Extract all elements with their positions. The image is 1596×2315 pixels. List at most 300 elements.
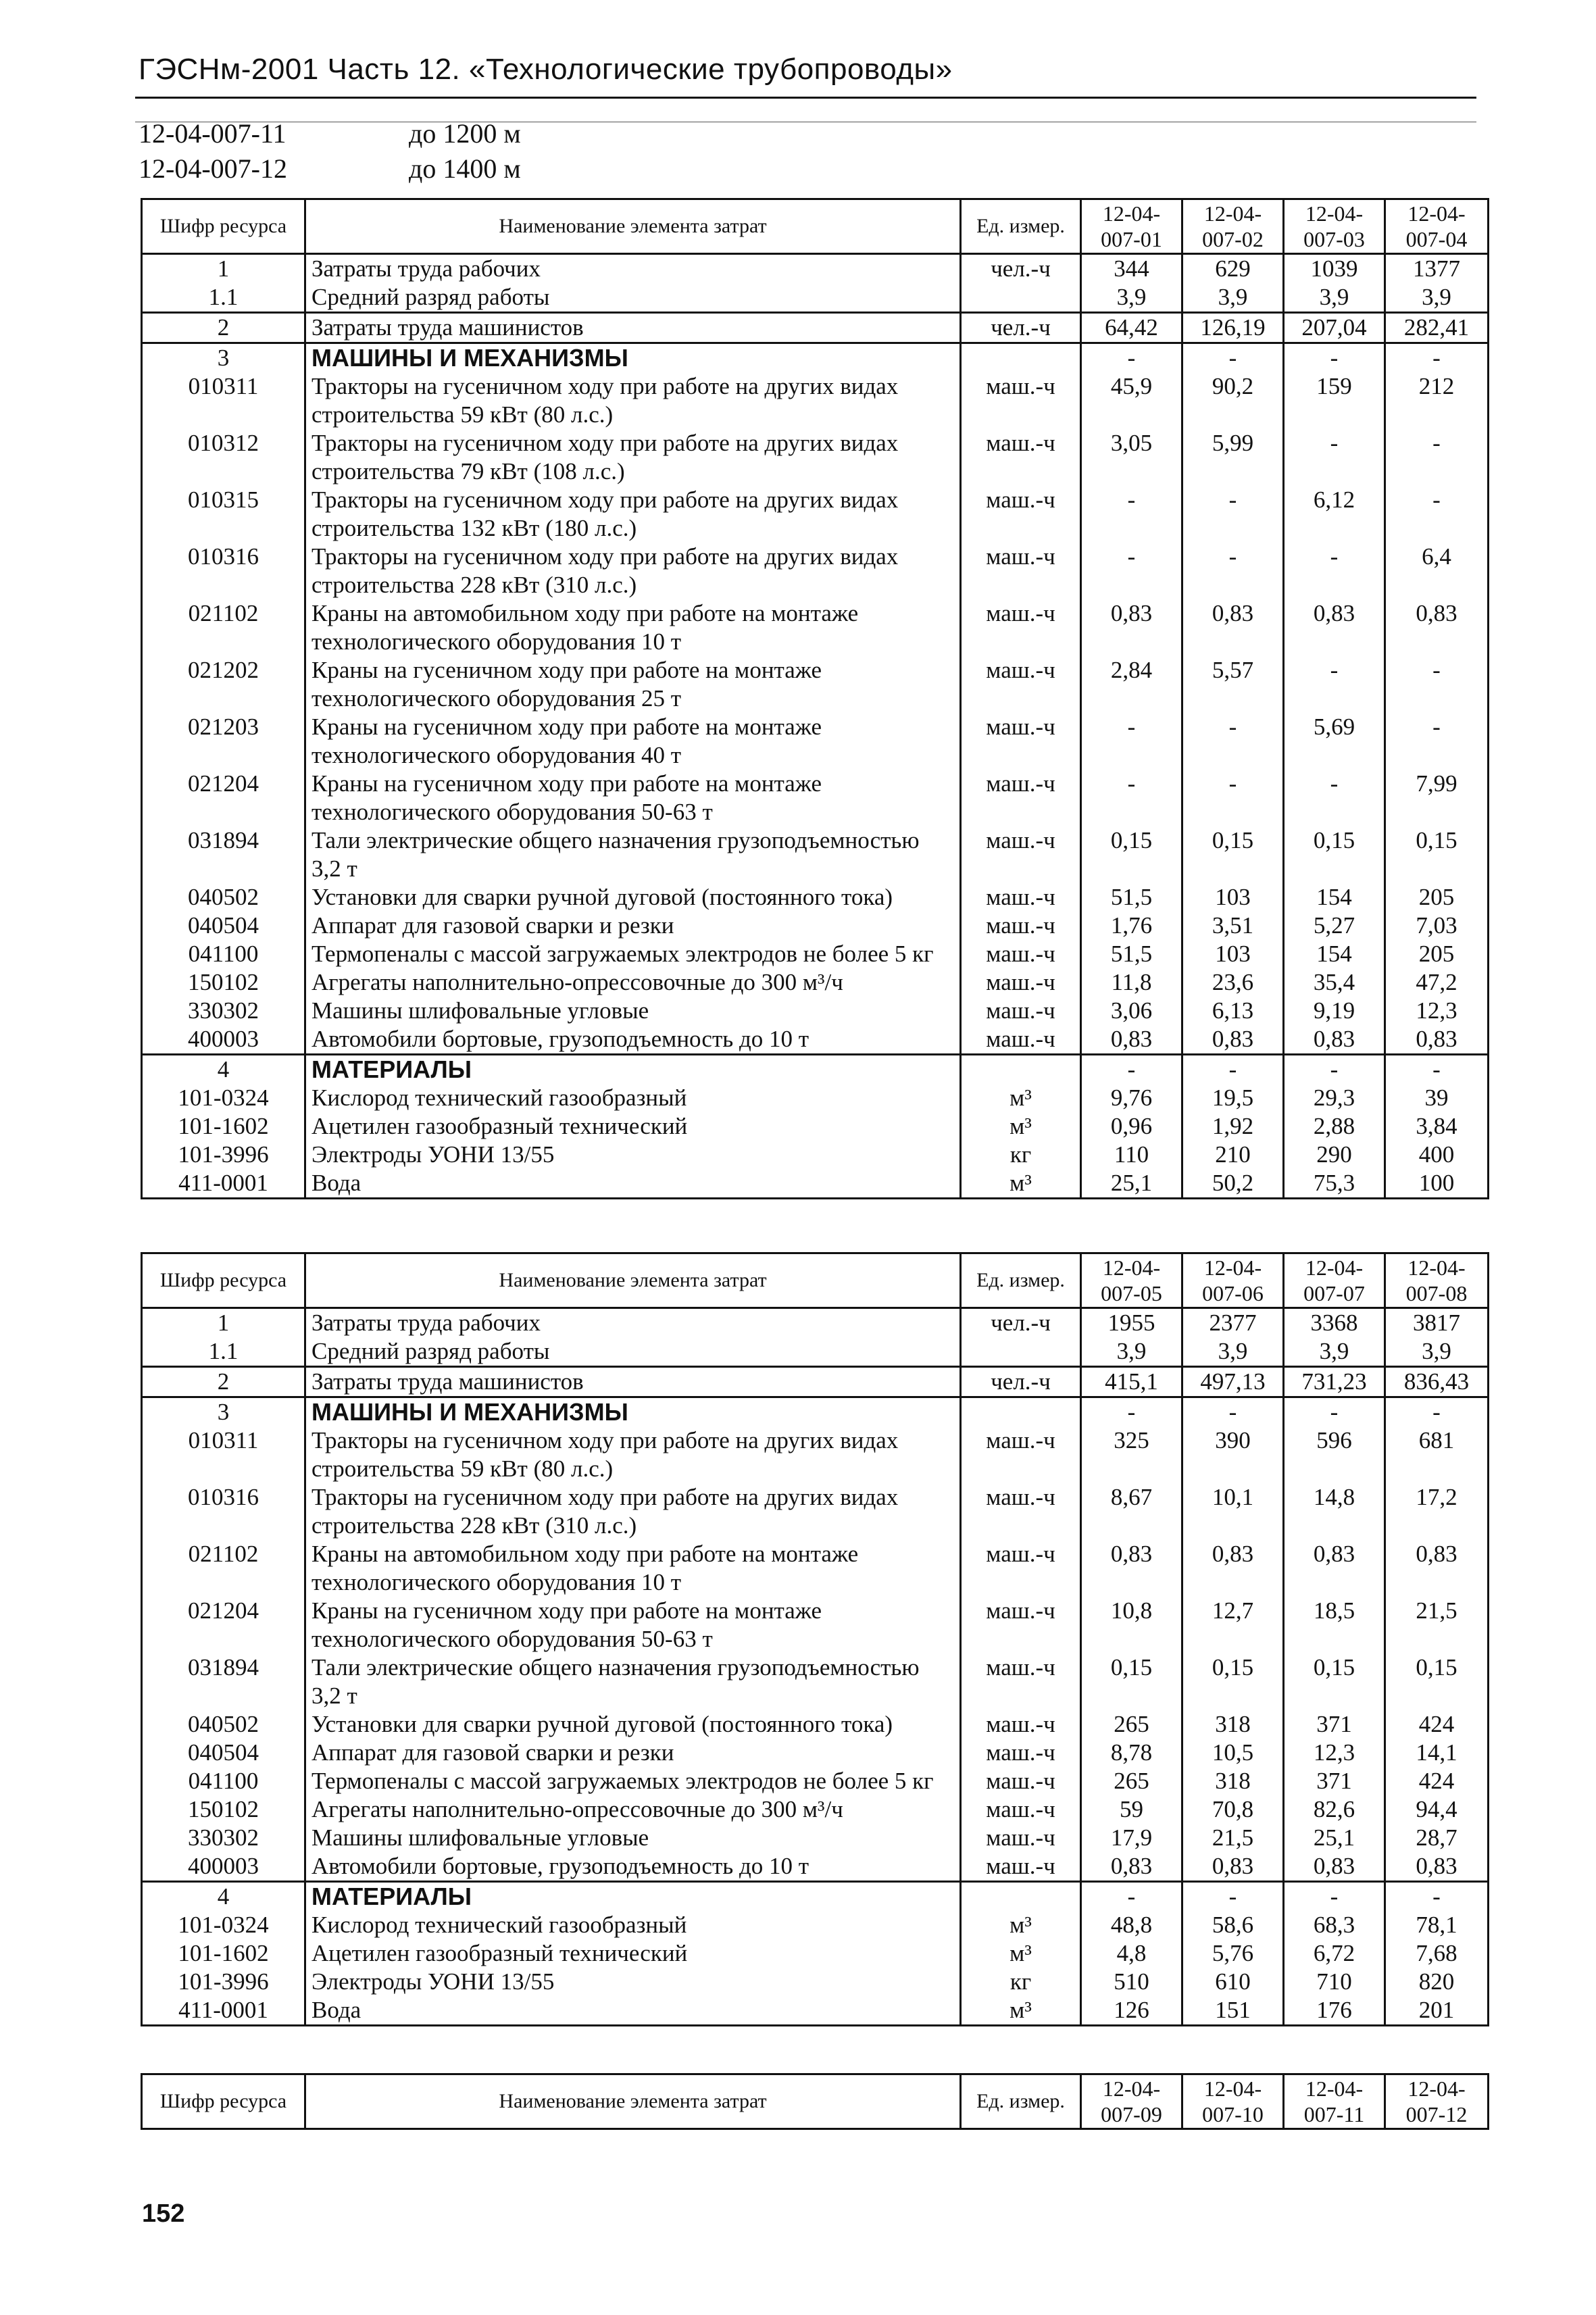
resource-code: 101-1602 xyxy=(142,1939,305,1968)
norm-value: 6,13 xyxy=(1182,997,1284,1025)
norm-value: 282,41 xyxy=(1385,313,1489,343)
norm-value: - xyxy=(1284,1055,1385,1085)
table-row xyxy=(142,1483,1489,1540)
norm-value: 0,15 xyxy=(1182,1653,1284,1710)
cost-element-name: Кислород технический газообразный xyxy=(305,1911,961,1939)
unit-of-measure: маш.-ч xyxy=(961,826,1081,883)
norm-value: 5,69 xyxy=(1284,713,1385,770)
table-row xyxy=(142,1367,1489,1397)
norm-value: 0,96 xyxy=(1081,1112,1182,1141)
norm-value: - xyxy=(1081,1882,1182,1912)
table-row xyxy=(142,1767,1489,1795)
resource-code: 010312 xyxy=(142,429,305,486)
cost-element-name: Автомобили бортовые, грузоподъемность до 10 т xyxy=(305,1025,961,1055)
resource-code: 101-0324 xyxy=(142,1084,305,1112)
resource-code: 400003 xyxy=(142,1025,305,1055)
norm-value: 159 xyxy=(1284,372,1385,429)
resource-code: 021204 xyxy=(142,770,305,826)
norm-value: 3,84 xyxy=(1385,1112,1489,1141)
unit-of-measure xyxy=(961,343,1081,373)
norm-value: 11,8 xyxy=(1081,968,1182,997)
table-row xyxy=(142,313,1489,343)
table-row xyxy=(142,429,1489,486)
norm-value: 8,78 xyxy=(1081,1739,1182,1767)
variant-list xyxy=(139,116,521,186)
norm-value: 415,1 xyxy=(1081,1367,1182,1397)
norm-value: 0,83 xyxy=(1284,1540,1385,1597)
norm-value: 28,7 xyxy=(1385,1824,1489,1852)
resource-code: 411-0001 xyxy=(142,1996,305,2026)
norm-value: - xyxy=(1284,543,1385,599)
norm-value: 0,15 xyxy=(1081,1653,1182,1710)
norm-value: - xyxy=(1284,429,1385,486)
norm-value: 126 xyxy=(1081,1996,1182,2026)
resource-code: 1.1 xyxy=(142,1337,305,1367)
table-header-row xyxy=(142,1253,1489,1308)
norm-value: 2377 xyxy=(1182,1308,1284,1338)
cost-element-name: Электроды УОНИ 13/55 xyxy=(305,1968,961,1996)
norm-value: 51,5 xyxy=(1081,940,1182,968)
section-title: МАШИНЫ И МЕХАНИЗМЫ xyxy=(305,1397,961,1427)
norm-value: 0,83 xyxy=(1182,1852,1284,1882)
header-unit: Ед. измер. xyxy=(961,199,1081,254)
cost-element-name: Затраты труда машинистов xyxy=(305,1367,961,1397)
header-name: Наименование элемента затрат xyxy=(305,199,961,254)
norm-value: 7,68 xyxy=(1385,1939,1489,1968)
resource-code: 021204 xyxy=(142,1597,305,1653)
norm-value: 6,72 xyxy=(1284,1939,1385,1968)
norm-value: - xyxy=(1284,656,1385,713)
resource-code: 040502 xyxy=(142,883,305,912)
cost-element-name: Затраты труда рабочих xyxy=(305,254,961,284)
norm-value: 59 xyxy=(1081,1795,1182,1824)
norm-value: - xyxy=(1182,343,1284,373)
norm-value: 0,15 xyxy=(1284,1653,1385,1710)
norm-value: 176 xyxy=(1284,1996,1385,2026)
norm-value: 6,12 xyxy=(1284,486,1385,543)
norm-value: 21,5 xyxy=(1182,1824,1284,1852)
norm-value: 596 xyxy=(1284,1426,1385,1483)
norm-value: 12,3 xyxy=(1385,997,1489,1025)
norm-value: 0,83 xyxy=(1081,599,1182,656)
norm-value: 5,76 xyxy=(1182,1939,1284,1968)
unit-of-measure: кг xyxy=(961,1141,1081,1169)
norm-value: 205 xyxy=(1385,883,1489,912)
header-norm-code: 12-04- 007-11 xyxy=(1284,2074,1385,2129)
table-row xyxy=(142,1968,1489,1996)
norm-value: - xyxy=(1385,656,1489,713)
resource-code: 150102 xyxy=(142,1795,305,1824)
cost-element-name: Ацетилен газообразный технический xyxy=(305,1112,961,1141)
norm-value: 681 xyxy=(1385,1426,1489,1483)
unit-of-measure xyxy=(961,1337,1081,1367)
cost-element-name: Автомобили бортовые, грузоподъемность до 10 т xyxy=(305,1852,961,1882)
cost-element-name: Краны на автомобильном ходу при работе на монтаже технологического оборудования 10 т xyxy=(305,1540,961,1597)
section-row xyxy=(142,1882,1489,1912)
table-row xyxy=(142,1852,1489,1882)
unit-of-measure: маш.-ч xyxy=(961,912,1081,940)
norm-value: 0,83 xyxy=(1182,599,1284,656)
unit-of-measure: маш.-ч xyxy=(961,543,1081,599)
table-row xyxy=(142,968,1489,997)
table-row xyxy=(142,1025,1489,1055)
norm-value: 1377 xyxy=(1385,254,1489,284)
norm-value: 12,3 xyxy=(1284,1739,1385,1767)
norm-value: 731,23 xyxy=(1284,1367,1385,1397)
norm-value: - xyxy=(1081,486,1182,543)
cost-element-name: Краны на гусеничном ходу при работе на монтаже технологического оборудования 50-63 т xyxy=(305,770,961,826)
resource-code: 010316 xyxy=(142,543,305,599)
norm-value: 0,83 xyxy=(1081,1025,1182,1055)
norm-value: 318 xyxy=(1182,1767,1284,1795)
variant-row xyxy=(139,151,521,186)
cost-element-name: Краны на автомобильном ходу при работе на монтаже технологического оборудования 10 т xyxy=(305,599,961,656)
norm-value: - xyxy=(1081,343,1182,373)
cost-element-name: Краны на гусеничном ходу при работе на монтаже технологического оборудования 40 т xyxy=(305,713,961,770)
norm-value: 610 xyxy=(1182,1968,1284,1996)
cost-element-name: Тракторы на гусеничном ходу при работе на других видах строительства 132 кВт (180 л.с.) xyxy=(305,486,961,543)
running-title: ГЭСНм-2001 Часть 12. «Технологические трубопроводы» xyxy=(139,53,953,86)
unit-of-measure: маш.-ч xyxy=(961,1739,1081,1767)
norm-value: 629 xyxy=(1182,254,1284,284)
header-norm-code: 12-04- 007-09 xyxy=(1081,2074,1182,2129)
norm-value: - xyxy=(1182,486,1284,543)
norm-value: - xyxy=(1385,713,1489,770)
cost-element-name: Термопеналы с массой загружаемых электродов не более 5 кг xyxy=(305,1767,961,1795)
norm-value: 10,1 xyxy=(1182,1483,1284,1540)
header-norm-code: 12-04- 007-06 xyxy=(1182,1253,1284,1308)
norm-value: 0,83 xyxy=(1385,1852,1489,1882)
norm-value: 3,06 xyxy=(1081,997,1182,1025)
cost-element-name: Тракторы на гусеничном ходу при работе на других видах строительства 59 кВт (80 л.с.) xyxy=(305,372,961,429)
norm-value: 205 xyxy=(1385,940,1489,968)
header-norm-code: 12-04- 007-04 xyxy=(1385,199,1489,254)
cost-element-name: Установки для сварки ручной дуговой (постоянного тока) xyxy=(305,1710,961,1739)
table-row xyxy=(142,713,1489,770)
unit-of-measure: маш.-ч xyxy=(961,486,1081,543)
norm-value: 25,1 xyxy=(1081,1169,1182,1199)
header-norm-code: 12-04- 007-10 xyxy=(1182,2074,1284,2129)
resource-code: 101-3996 xyxy=(142,1141,305,1169)
norm-value: 265 xyxy=(1081,1710,1182,1739)
norm-value: 3,9 xyxy=(1182,283,1284,313)
table-row xyxy=(142,486,1489,543)
resource-code: 101-1602 xyxy=(142,1112,305,1141)
norm-value: 3817 xyxy=(1385,1308,1489,1338)
unit-of-measure: маш.-ч xyxy=(961,883,1081,912)
cost-element-name: Агрегаты наполнительно-опрессовочные до 300 м³/ч xyxy=(305,1795,961,1824)
cost-element-name: Установки для сварки ручной дуговой (постоянного тока) xyxy=(305,883,961,912)
table-header-row xyxy=(142,2074,1489,2129)
norm-value: - xyxy=(1385,1882,1489,1912)
norm-value: 820 xyxy=(1385,1968,1489,1996)
norm-value: - xyxy=(1081,1055,1182,1085)
norm-value: - xyxy=(1284,343,1385,373)
unit-of-measure: маш.-ч xyxy=(961,1852,1081,1882)
norm-value: 0,83 xyxy=(1284,599,1385,656)
norm-value: 325 xyxy=(1081,1426,1182,1483)
table-row xyxy=(142,1939,1489,1968)
table-row xyxy=(142,1795,1489,1824)
cost-element-name: Средний разряд работы xyxy=(305,1337,961,1367)
norm-value: 497,13 xyxy=(1182,1367,1284,1397)
unit-of-measure: маш.-ч xyxy=(961,770,1081,826)
norm-value: 3,9 xyxy=(1182,1337,1284,1367)
norm-value: 103 xyxy=(1182,883,1284,912)
resource-code: 010316 xyxy=(142,1483,305,1540)
resource-code: 040502 xyxy=(142,1710,305,1739)
norm-value: 3368 xyxy=(1284,1308,1385,1338)
table-row xyxy=(142,656,1489,713)
norm-value: 3,9 xyxy=(1385,283,1489,313)
norm-value: 7,03 xyxy=(1385,912,1489,940)
norm-value: 212 xyxy=(1385,372,1489,429)
norm-value: 510 xyxy=(1081,1968,1182,1996)
norm-value: - xyxy=(1385,1397,1489,1427)
norm-value: 9,76 xyxy=(1081,1084,1182,1112)
resource-code: 330302 xyxy=(142,1824,305,1852)
header-norm-code: 12-04- 007-07 xyxy=(1284,1253,1385,1308)
resource-code: 021202 xyxy=(142,656,305,713)
unit-of-measure: м³ xyxy=(961,1084,1081,1112)
norm-value: 0,83 xyxy=(1081,1852,1182,1882)
norm-value: 0,15 xyxy=(1385,826,1489,883)
table-row xyxy=(142,543,1489,599)
unit-of-measure: маш.-ч xyxy=(961,1710,1081,1739)
norm-value: - xyxy=(1182,1397,1284,1427)
resource-code: 041100 xyxy=(142,1767,305,1795)
norm-value: - xyxy=(1182,713,1284,770)
unit-of-measure: маш.-ч xyxy=(961,1824,1081,1852)
norm-value: 424 xyxy=(1385,1710,1489,1739)
norm-value: 4,8 xyxy=(1081,1939,1182,1968)
norm-value: 103 xyxy=(1182,940,1284,968)
norm-value: - xyxy=(1385,486,1489,543)
cost-element-name: Тали электрические общего назначения грузоподъемностью 3,2 т xyxy=(305,826,961,883)
norm-value: 0,83 xyxy=(1385,1540,1489,1597)
header-norm-code: 12-04- 007-08 xyxy=(1385,1253,1489,1308)
table-row xyxy=(142,1824,1489,1852)
norm-value: 25,1 xyxy=(1284,1824,1385,1852)
resource-code: 041100 xyxy=(142,940,305,968)
norm-value: 75,3 xyxy=(1284,1169,1385,1199)
norm-value: 2,88 xyxy=(1284,1112,1385,1141)
resource-code: 040504 xyxy=(142,912,305,940)
resource-code: 1 xyxy=(142,1308,305,1338)
cost-element-name: Аппарат для газовой сварки и резки xyxy=(305,912,961,940)
unit-of-measure: маш.-ч xyxy=(961,1483,1081,1540)
norm-value: 3,05 xyxy=(1081,429,1182,486)
cost-element-name: Краны на гусеничном ходу при работе на монтаже технологического оборудования 50-63 т xyxy=(305,1597,961,1653)
resource-code: 3 xyxy=(142,1397,305,1427)
unit-of-measure: маш.-ч xyxy=(961,1025,1081,1055)
norm-value: 154 xyxy=(1284,940,1385,968)
norm-value: 836,43 xyxy=(1385,1367,1489,1397)
unit-of-measure: маш.-ч xyxy=(961,372,1081,429)
unit-of-measure: маш.-ч xyxy=(961,599,1081,656)
norm-value: 0,83 xyxy=(1385,1025,1489,1055)
norm-value: 68,3 xyxy=(1284,1911,1385,1939)
resource-code: 400003 xyxy=(142,1852,305,1882)
table-row xyxy=(142,1308,1489,1338)
norm-value: - xyxy=(1081,543,1182,599)
resource-code: 021102 xyxy=(142,599,305,656)
header-name: Наименование элемента затрат xyxy=(305,1253,961,1308)
norm-value: - xyxy=(1284,1882,1385,1912)
cost-element-name: Машины шлифовальные угловые xyxy=(305,1824,961,1852)
norm-value: 23,6 xyxy=(1182,968,1284,997)
cost-element-name: Вода xyxy=(305,1169,961,1199)
norm-value: 10,8 xyxy=(1081,1597,1182,1653)
table-row xyxy=(142,826,1489,883)
cost-element-name: Машины шлифовальные угловые xyxy=(305,997,961,1025)
norm-value: 0,15 xyxy=(1081,826,1182,883)
norm-value: - xyxy=(1182,1055,1284,1085)
norm-value: - xyxy=(1385,343,1489,373)
resource-code: 150102 xyxy=(142,968,305,997)
norm-value: 82,6 xyxy=(1284,1795,1385,1824)
variant-code: 12-04-007-11 xyxy=(139,118,286,149)
section-title: МАТЕРИАЛЫ xyxy=(305,1055,961,1085)
unit-of-measure: маш.-ч xyxy=(961,429,1081,486)
norm-value: 201 xyxy=(1385,1996,1489,2026)
unit-of-measure: чел.-ч xyxy=(961,254,1081,284)
cost-element-name: Затраты труда машинистов xyxy=(305,313,961,343)
section-title: МАШИНЫ И МЕХАНИЗМЫ xyxy=(305,343,961,373)
table-row xyxy=(142,1653,1489,1710)
unit-of-measure xyxy=(961,1882,1081,1912)
resource-code: 010315 xyxy=(142,486,305,543)
norm-value: 51,5 xyxy=(1081,883,1182,912)
resource-code: 021102 xyxy=(142,1540,305,1597)
table-row xyxy=(142,997,1489,1025)
cost-element-name: Тракторы на гусеничном ходу при работе на других видах строительства 79 кВт (108 л.с.) xyxy=(305,429,961,486)
table-row xyxy=(142,1540,1489,1597)
norm-value: 14,8 xyxy=(1284,1483,1385,1540)
norm-value: 10,5 xyxy=(1182,1739,1284,1767)
norm-value: 17,9 xyxy=(1081,1824,1182,1852)
unit-of-measure: чел.-ч xyxy=(961,313,1081,343)
norm-value: - xyxy=(1182,543,1284,599)
header-code: Шифр ресурса xyxy=(142,199,305,254)
resource-code: 101-3996 xyxy=(142,1968,305,1996)
resource-code: 3 xyxy=(142,343,305,373)
norm-value: 126,19 xyxy=(1182,313,1284,343)
resource-code: 4 xyxy=(142,1055,305,1085)
table-row xyxy=(142,940,1489,968)
norm-value: 1955 xyxy=(1081,1308,1182,1338)
unit-of-measure: м³ xyxy=(961,1112,1081,1141)
header-norm-code: 12-04- 007-01 xyxy=(1081,199,1182,254)
norm-value: 64,42 xyxy=(1081,313,1182,343)
norm-value: 210 xyxy=(1182,1141,1284,1169)
resource-code: 010311 xyxy=(142,372,305,429)
norm-value: 19,5 xyxy=(1182,1084,1284,1112)
norm-value: 0,83 xyxy=(1182,1540,1284,1597)
norm-value: - xyxy=(1284,770,1385,826)
norm-value: 7,99 xyxy=(1385,770,1489,826)
norm-value: 3,9 xyxy=(1284,1337,1385,1367)
unit-of-measure: чел.-ч xyxy=(961,1308,1081,1338)
table-row xyxy=(142,883,1489,912)
table-row xyxy=(142,599,1489,656)
page-number: 152 xyxy=(142,2199,185,2228)
unit-of-measure: маш.-ч xyxy=(961,1653,1081,1710)
resource-code: 2 xyxy=(142,1367,305,1397)
norm-value: 1,92 xyxy=(1182,1112,1284,1141)
resource-code: 330302 xyxy=(142,997,305,1025)
resource-table-1 xyxy=(141,198,1489,1199)
norm-value: 424 xyxy=(1385,1767,1489,1795)
norm-value: 0,15 xyxy=(1182,826,1284,883)
norm-value: 2,84 xyxy=(1081,656,1182,713)
unit-of-measure: м³ xyxy=(961,1911,1081,1939)
unit-of-measure: маш.-ч xyxy=(961,940,1081,968)
cost-element-name: Краны на гусеничном ходу при работе на монтаже технологического оборудования 25 т xyxy=(305,656,961,713)
norm-value: 290 xyxy=(1284,1141,1385,1169)
cost-element-name: Тали электрические общего назначения грузоподъемностью 3,2 т xyxy=(305,1653,961,1710)
norm-value: 0,83 xyxy=(1081,1540,1182,1597)
header-code: Шифр ресурса xyxy=(142,1253,305,1308)
norm-value: 0,15 xyxy=(1284,826,1385,883)
variant-desc: до 1200 м xyxy=(409,118,521,149)
unit-of-measure: маш.-ч xyxy=(961,1426,1081,1483)
unit-of-measure xyxy=(961,1397,1081,1427)
norm-value: 6,4 xyxy=(1385,543,1489,599)
norm-value: 0,83 xyxy=(1385,599,1489,656)
norm-value: 21,5 xyxy=(1385,1597,1489,1653)
header-unit: Ед. измер. xyxy=(961,1253,1081,1308)
norm-value: 710 xyxy=(1284,1968,1385,1996)
norm-value: 14,1 xyxy=(1385,1739,1489,1767)
norm-value: 47,2 xyxy=(1385,968,1489,997)
table-row xyxy=(142,1112,1489,1141)
norm-value: - xyxy=(1081,770,1182,826)
unit-of-measure: чел.-ч xyxy=(961,1367,1081,1397)
norm-value: - xyxy=(1182,770,1284,826)
table-row xyxy=(142,1597,1489,1653)
norm-value: 3,51 xyxy=(1182,912,1284,940)
header-norm-code: 12-04- 007-12 xyxy=(1385,2074,1489,2129)
table-row xyxy=(142,1996,1489,2026)
norm-value: - xyxy=(1385,429,1489,486)
resource-code: 4 xyxy=(142,1882,305,1912)
cost-element-name: Тракторы на гусеничном ходу при работе на других видах строительства 59 кВт (80 л.с.) xyxy=(305,1426,961,1483)
norm-value: 48,8 xyxy=(1081,1911,1182,1939)
norm-value: 39 xyxy=(1385,1084,1489,1112)
norm-value: 371 xyxy=(1284,1767,1385,1795)
norm-value: 8,67 xyxy=(1081,1483,1182,1540)
norm-value: 110 xyxy=(1081,1141,1182,1169)
cost-element-name: Ацетилен газообразный технический xyxy=(305,1939,961,1968)
norm-value: 35,4 xyxy=(1284,968,1385,997)
header-norm-code: 12-04- 007-02 xyxy=(1182,199,1284,254)
section-title: МАТЕРИАЛЫ xyxy=(305,1882,961,1912)
table-row xyxy=(142,1337,1489,1367)
cost-element-name: Средний разряд работы xyxy=(305,283,961,313)
norm-value: 0,15 xyxy=(1385,1653,1489,1710)
resource-code: 2 xyxy=(142,313,305,343)
norm-value: 12,7 xyxy=(1182,1597,1284,1653)
unit-of-measure xyxy=(961,1055,1081,1085)
norm-value: 50,2 xyxy=(1182,1169,1284,1199)
norm-value: - xyxy=(1081,713,1182,770)
table-row xyxy=(142,283,1489,313)
table-row xyxy=(142,1739,1489,1767)
cost-element-name: Тракторы на гусеничном ходу при работе на других видах строительства 228 кВт (310 л.с.) xyxy=(305,543,961,599)
cost-element-name: Кислород технический газообразный xyxy=(305,1084,961,1112)
unit-of-measure: маш.-ч xyxy=(961,656,1081,713)
